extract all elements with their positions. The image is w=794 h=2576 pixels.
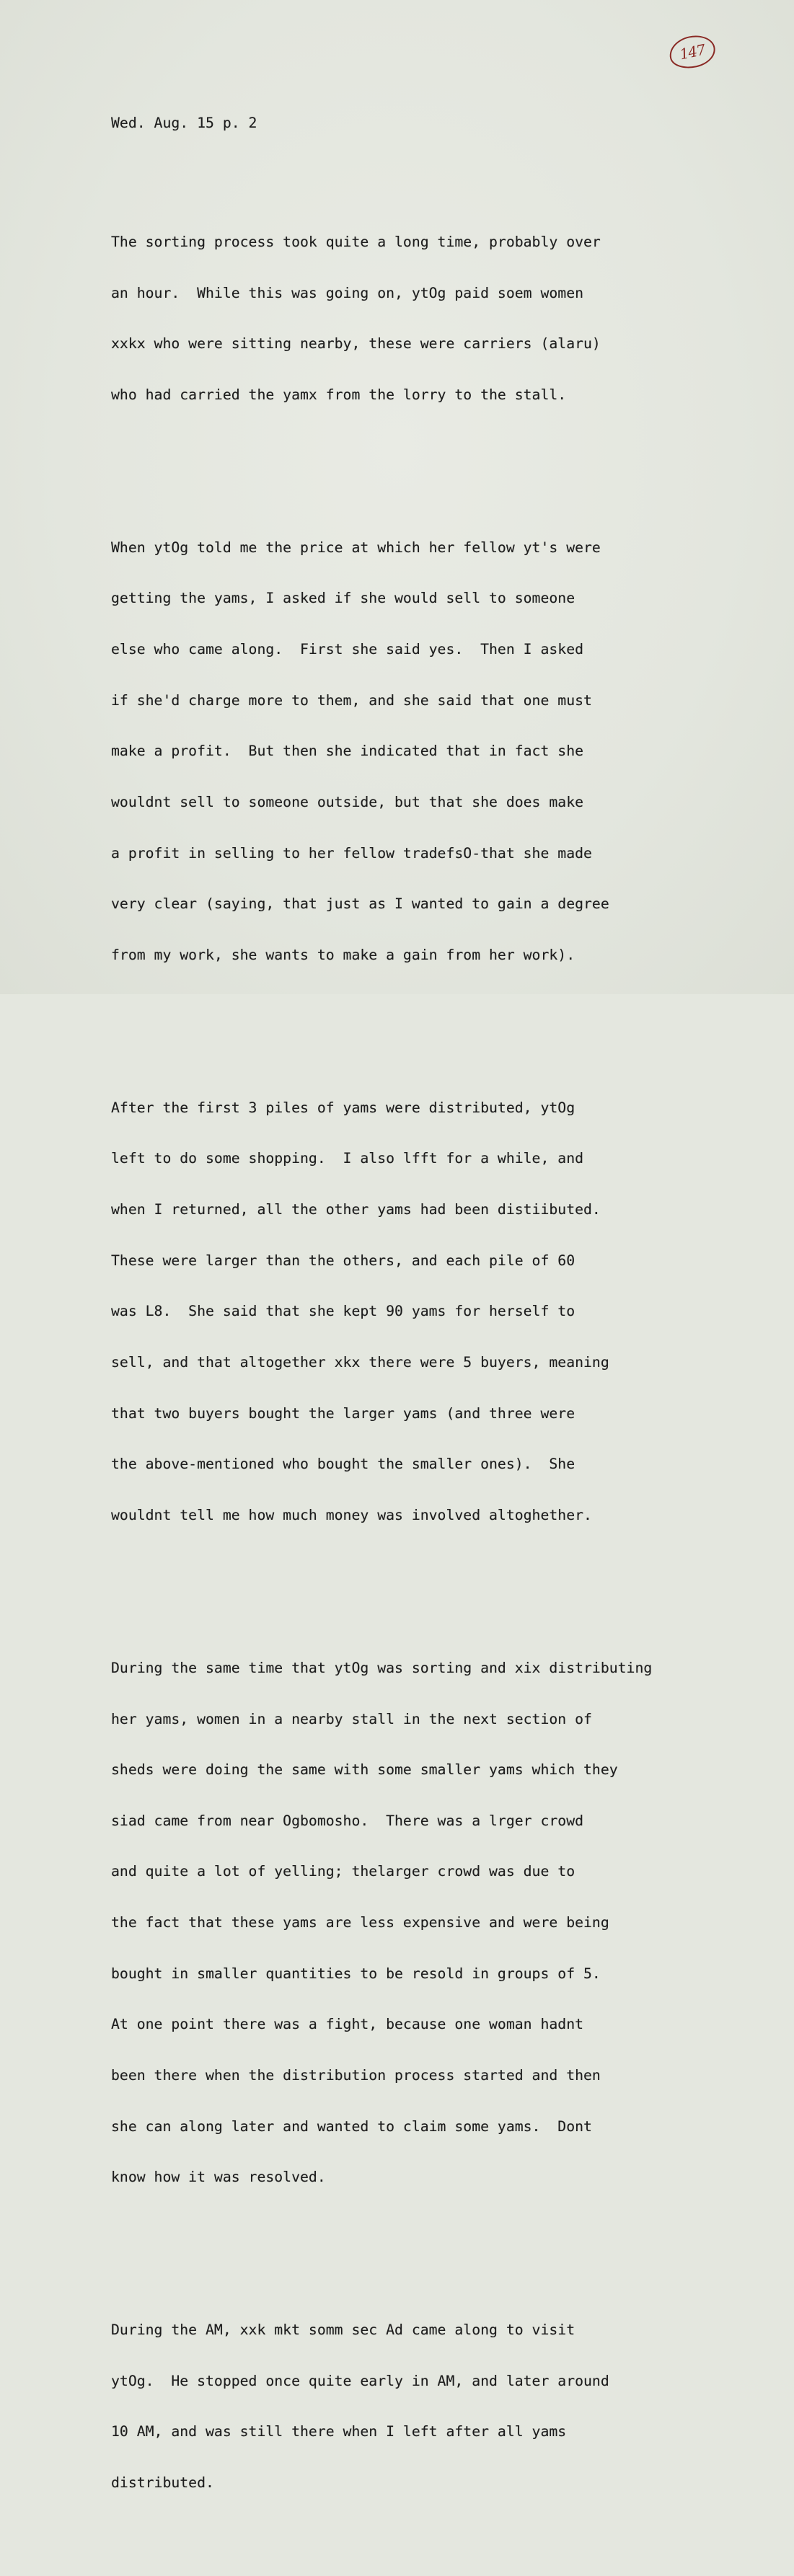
text-line: if she'd charge more to them, and she said that one must: [111, 691, 592, 709]
paragraph-5: [111, 2288, 760, 2526]
text-line: was L8. She said that she kept 90 yams for herself to: [111, 1303, 575, 1320]
text-line: else who came along. First she said yes. Then I asked: [111, 641, 584, 658]
text-line: she can along later and wanted to claim some yams. Dont: [111, 2117, 592, 2135]
text-line: very clear (saying, that just as I wanted to gain a degree: [111, 895, 609, 913]
text-line: a profit in selling to her fellow tradefsO-that she made: [111, 844, 592, 862]
text-line: from my work, she wants to make a gain from her work).: [111, 946, 575, 963]
handwritten-page-number: 147: [666, 32, 718, 72]
text-line: xxkx who were sitting nearby, these were carriers (alaru): [111, 335, 601, 353]
text-line: when I returned, all the other yams had been distiibuted.: [111, 1201, 601, 1218]
text-line: been there when the distribution process started and then: [111, 2066, 601, 2084]
text-line: sheds were doing the same with some smaller yams which they: [111, 1761, 618, 1779]
text-line: an hour. While this was going on, ytOg paid soem women: [111, 284, 584, 301]
text-line: and quite a lot of yelling; thelarger crowd was due to: [111, 1863, 575, 1880]
text-line: During the AM, xxk mkt somm sec Ad came along to visit: [111, 2322, 575, 2339]
paragraph-3: [111, 1066, 760, 1558]
text-line: that two buyers bought the larger yams (and three were: [111, 1404, 575, 1422]
text-line: wouldnt tell me how much money was involved altoghether.: [111, 1506, 592, 1523]
text-line: left to do some shopping. I also lfft for a while, and: [111, 1150, 584, 1167]
text-line: ytOg. He stopped once quite early in AM, and later around: [111, 2372, 609, 2389]
text-line: wouldnt sell to someone outside, but that she does make: [111, 793, 584, 810]
text-line: When ytOg told me the price at which her fellow yt's were: [111, 539, 601, 556]
paragraph-1: [111, 200, 760, 438]
text-line: the fact that these yams are less expensive and were being: [111, 1914, 609, 1931]
text-line: make a profit. But then she indicated that in fact she: [111, 743, 584, 760]
text-line: getting the yams, I asked if she would sell to someone: [111, 590, 575, 607]
text-line: distributed.: [111, 2474, 214, 2492]
text-line: the above-mentioned who bought the smaller ones). She: [111, 1456, 575, 1473]
text-line: bought in smaller quantities to be resold in groups of 5.: [111, 1965, 601, 1982]
text-line: 10 AM, and was still there when I left after all yams: [111, 2423, 567, 2440]
typewritten-text: [111, 81, 760, 2576]
text-line: who had carried the yamx from the lorry to the stall.: [111, 386, 567, 403]
text-line: After the first 3 piles of yams were distributed, ytOg: [111, 1099, 575, 1116]
text-line: her yams, women in a nearby stall in the next section of: [111, 1710, 592, 1727]
text-line: siad came from near Ogbomosho. There was a lrger crowd: [111, 1812, 584, 1829]
text-line: The sorting process took quite a long time, probably over: [111, 233, 601, 250]
text-line: sell, and that altogether xkx there were 5 buyers, meaning: [111, 1354, 609, 1371]
page-heading: Wed. Aug. 15 p. 2: [111, 115, 257, 132]
text-line: At one point there was a fight, because one woman hadnt: [111, 2016, 584, 2033]
text-line: know how it was resolved.: [111, 2169, 326, 2186]
text-line: These were larger than the others, and each pile of 60: [111, 1252, 575, 1269]
paragraph-2: [111, 505, 760, 998]
paragraph-4: [111, 1626, 760, 2220]
text-line: During the same time that ytOg was sorting and xix distributing: [111, 1659, 653, 1676]
